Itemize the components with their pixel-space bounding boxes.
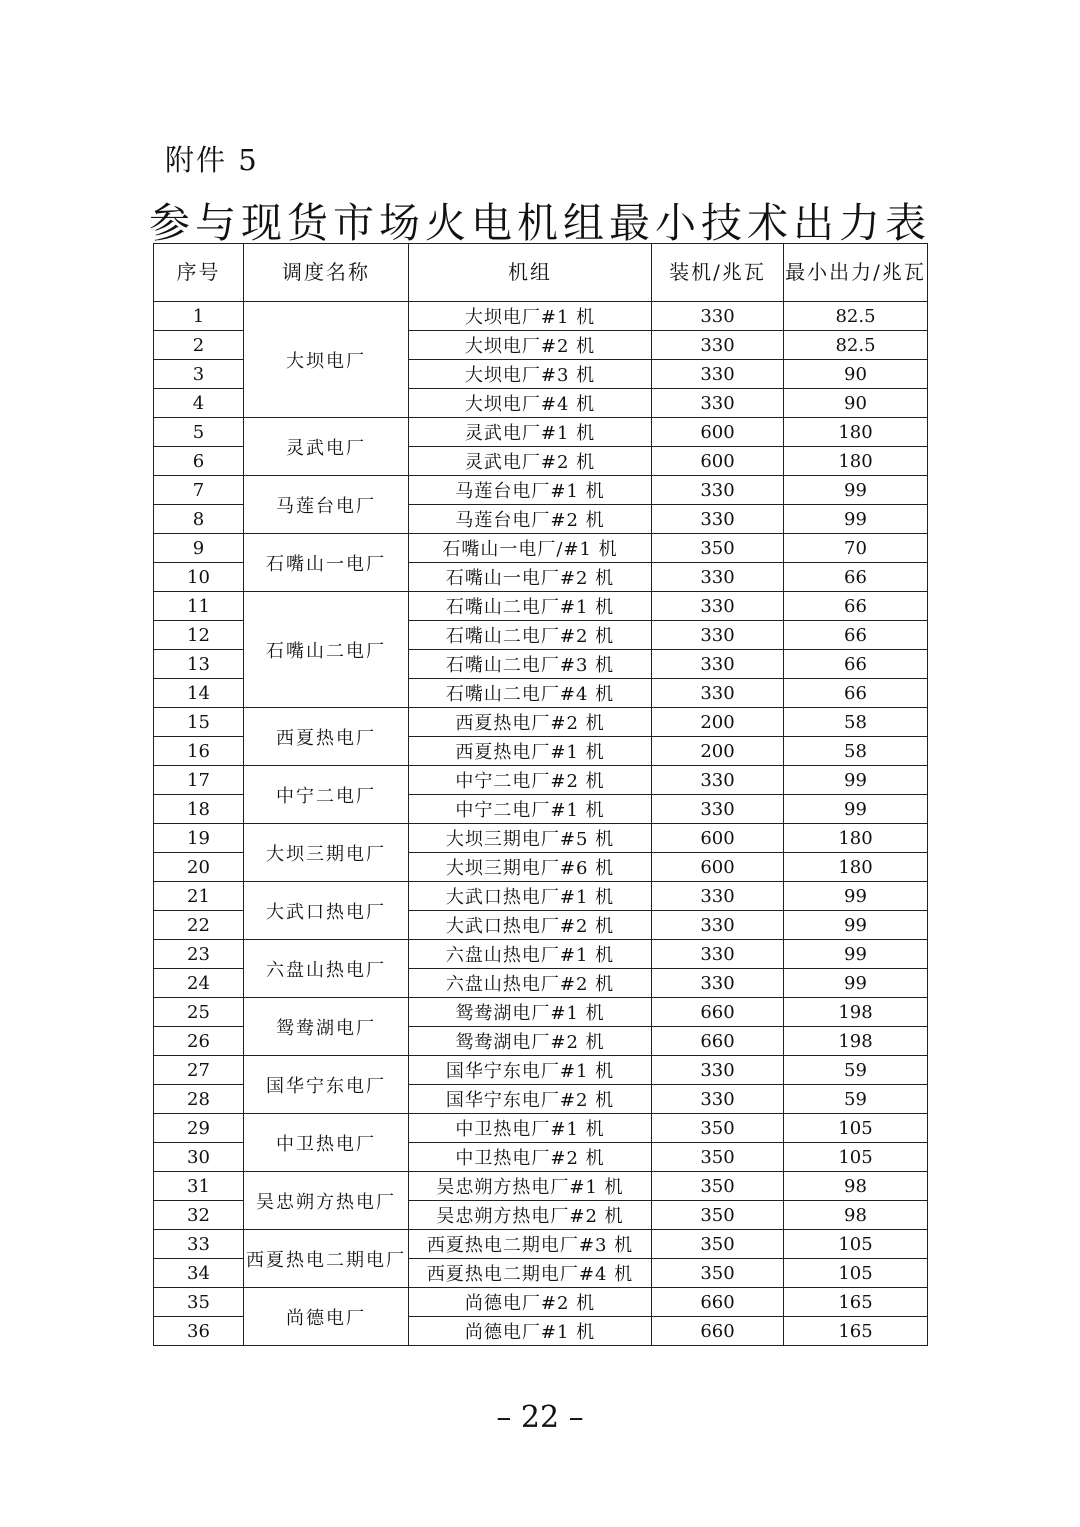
cell-min-output: 180 <box>784 824 928 853</box>
cell-index: 13 <box>154 650 244 679</box>
cell-dispatch-name: 马莲台电厂 <box>244 476 409 534</box>
cell-min-output: 105 <box>784 1143 928 1172</box>
header-min-output: 最小出力/兆瓦 <box>784 244 928 302</box>
table-row <box>154 592 928 621</box>
cell-unit: 西夏热电二期电厂#3 机 <box>409 1230 652 1259</box>
cell-capacity: 330 <box>652 360 784 389</box>
cell-unit: 六盘山热电厂#1 机 <box>409 940 652 969</box>
cell-dispatch-name: 六盘山热电厂 <box>244 940 409 998</box>
cell-capacity: 330 <box>652 911 784 940</box>
table-header-row <box>154 244 928 302</box>
cell-dispatch-name: 吴忠朔方热电厂 <box>244 1172 409 1230</box>
cell-unit: 大坝电厂#2 机 <box>409 331 652 360</box>
cell-min-output: 180 <box>784 418 928 447</box>
cell-unit: 大武口热电厂#1 机 <box>409 882 652 911</box>
cell-min-output: 99 <box>784 505 928 534</box>
cell-dispatch-name: 西夏热电厂 <box>244 708 409 766</box>
table-row <box>154 302 928 331</box>
cell-min-output: 82.5 <box>784 331 928 360</box>
cell-index: 23 <box>154 940 244 969</box>
cell-min-output: 165 <box>784 1317 928 1346</box>
cell-min-output: 180 <box>784 853 928 882</box>
cell-index: 4 <box>154 389 244 418</box>
cell-unit: 吴忠朔方热电厂#1 机 <box>409 1172 652 1201</box>
cell-min-output: 66 <box>784 650 928 679</box>
cell-dispatch-name: 鸳鸯湖电厂 <box>244 998 409 1056</box>
cell-unit: 石嘴山二电厂#1 机 <box>409 592 652 621</box>
cell-capacity: 350 <box>652 1114 784 1143</box>
cell-min-output: 99 <box>784 766 928 795</box>
cell-min-output: 165 <box>784 1288 928 1317</box>
cell-unit: 大武口热电厂#2 机 <box>409 911 652 940</box>
table-row <box>154 940 928 969</box>
cell-unit: 中卫热电厂#1 机 <box>409 1114 652 1143</box>
cell-capacity: 200 <box>652 708 784 737</box>
table-row <box>154 824 928 853</box>
cell-min-output: 58 <box>784 708 928 737</box>
cell-capacity: 350 <box>652 1201 784 1230</box>
cell-capacity: 330 <box>652 476 784 505</box>
cell-min-output: 105 <box>784 1230 928 1259</box>
table-row <box>154 882 928 911</box>
cell-min-output: 58 <box>784 737 928 766</box>
table-row <box>154 708 928 737</box>
cell-dispatch-name: 中宁二电厂 <box>244 766 409 824</box>
cell-unit: 石嘴山一电厂#2 机 <box>409 563 652 592</box>
cell-capacity: 600 <box>652 824 784 853</box>
cell-index: 15 <box>154 708 244 737</box>
cell-dispatch-name: 西夏热电二期电厂 <box>244 1230 409 1288</box>
cell-capacity: 330 <box>652 1085 784 1114</box>
table-row <box>154 998 928 1027</box>
cell-capacity: 660 <box>652 1317 784 1346</box>
cell-index: 35 <box>154 1288 244 1317</box>
cell-min-output: 70 <box>784 534 928 563</box>
cell-index: 21 <box>154 882 244 911</box>
cell-index: 12 <box>154 621 244 650</box>
cell-index: 29 <box>154 1114 244 1143</box>
cell-index: 31 <box>154 1172 244 1201</box>
cell-capacity: 330 <box>652 940 784 969</box>
cell-unit: 中卫热电厂#2 机 <box>409 1143 652 1172</box>
cell-capacity: 330 <box>652 969 784 998</box>
header-capacity: 装机/兆瓦 <box>652 244 784 302</box>
cell-capacity: 330 <box>652 795 784 824</box>
cell-index: 25 <box>154 998 244 1027</box>
cell-min-output: 198 <box>784 998 928 1027</box>
page-number: – 22 – <box>496 1400 584 1435</box>
cell-capacity: 600 <box>652 853 784 882</box>
cell-min-output: 99 <box>784 940 928 969</box>
attachment-label: 附件 5 <box>165 143 259 177</box>
cell-index: 14 <box>154 679 244 708</box>
cell-capacity: 600 <box>652 447 784 476</box>
cell-index: 28 <box>154 1085 244 1114</box>
cell-capacity: 660 <box>652 998 784 1027</box>
cell-index: 24 <box>154 969 244 998</box>
cell-min-output: 99 <box>784 969 928 998</box>
cell-index: 17 <box>154 766 244 795</box>
cell-index: 1 <box>154 302 244 331</box>
cell-unit: 马莲台电厂#2 机 <box>409 505 652 534</box>
cell-capacity: 350 <box>652 1143 784 1172</box>
cell-min-output: 99 <box>784 795 928 824</box>
cell-unit: 石嘴山二电厂#2 机 <box>409 621 652 650</box>
cell-capacity: 330 <box>652 766 784 795</box>
cell-unit: 尚德电厂#2 机 <box>409 1288 652 1317</box>
cell-index: 6 <box>154 447 244 476</box>
cell-index: 32 <box>154 1201 244 1230</box>
cell-min-output: 180 <box>784 447 928 476</box>
table-row <box>154 476 928 505</box>
cell-unit: 大坝三期电厂#5 机 <box>409 824 652 853</box>
cell-index: 36 <box>154 1317 244 1346</box>
cell-unit: 石嘴山一电厂/#1 机 <box>409 534 652 563</box>
cell-min-output: 82.5 <box>784 302 928 331</box>
cell-capacity: 350 <box>652 1172 784 1201</box>
header-unit: 机组 <box>409 244 652 302</box>
cell-index: 16 <box>154 737 244 766</box>
table-row <box>154 1230 928 1259</box>
cell-capacity: 330 <box>652 1056 784 1085</box>
cell-unit: 大坝电厂#4 机 <box>409 389 652 418</box>
cell-unit: 西夏热电厂#1 机 <box>409 737 652 766</box>
cell-min-output: 99 <box>784 476 928 505</box>
cell-index: 10 <box>154 563 244 592</box>
cell-capacity: 660 <box>652 1288 784 1317</box>
cell-unit: 国华宁东电厂#2 机 <box>409 1085 652 1114</box>
cell-dispatch-name: 石嘴山一电厂 <box>244 534 409 592</box>
cell-index: 7 <box>154 476 244 505</box>
table-row <box>154 766 928 795</box>
cell-index: 11 <box>154 592 244 621</box>
cell-capacity: 330 <box>652 592 784 621</box>
cell-min-output: 66 <box>784 621 928 650</box>
cell-dispatch-name: 灵武电厂 <box>244 418 409 476</box>
cell-unit: 六盘山热电厂#2 机 <box>409 969 652 998</box>
cell-unit: 鸳鸯湖电厂#1 机 <box>409 998 652 1027</box>
cell-capacity: 330 <box>652 650 784 679</box>
cell-index: 20 <box>154 853 244 882</box>
cell-capacity: 330 <box>652 389 784 418</box>
cell-index: 33 <box>154 1230 244 1259</box>
cell-dispatch-name: 大坝电厂 <box>244 302 409 418</box>
cell-unit: 中宁二电厂#1 机 <box>409 795 652 824</box>
cell-unit: 中宁二电厂#2 机 <box>409 766 652 795</box>
cell-unit: 灵武电厂#2 机 <box>409 447 652 476</box>
cell-unit: 大坝电厂#3 机 <box>409 360 652 389</box>
cell-min-output: 99 <box>784 911 928 940</box>
header-index: 序号 <box>154 244 244 302</box>
cell-unit: 灵武电厂#1 机 <box>409 418 652 447</box>
cell-index: 19 <box>154 824 244 853</box>
min-output-table <box>153 243 928 1346</box>
cell-capacity: 330 <box>652 679 784 708</box>
table-row <box>154 418 928 447</box>
cell-min-output: 98 <box>784 1201 928 1230</box>
cell-unit: 大坝三期电厂#6 机 <box>409 853 652 882</box>
cell-dispatch-name: 尚德电厂 <box>244 1288 409 1346</box>
cell-index: 27 <box>154 1056 244 1085</box>
cell-min-output: 99 <box>784 882 928 911</box>
cell-unit: 吴忠朔方热电厂#2 机 <box>409 1201 652 1230</box>
cell-unit: 西夏热电二期电厂#4 机 <box>409 1259 652 1288</box>
table-row <box>154 534 928 563</box>
cell-capacity: 330 <box>652 331 784 360</box>
cell-unit: 大坝电厂#1 机 <box>409 302 652 331</box>
cell-min-output: 98 <box>784 1172 928 1201</box>
cell-index: 5 <box>154 418 244 447</box>
cell-index: 30 <box>154 1143 244 1172</box>
cell-unit: 西夏热电厂#2 机 <box>409 708 652 737</box>
cell-min-output: 59 <box>784 1056 928 1085</box>
cell-capacity: 350 <box>652 534 784 563</box>
cell-min-output: 105 <box>784 1114 928 1143</box>
table-row <box>154 1114 928 1143</box>
cell-unit: 石嘴山二电厂#4 机 <box>409 679 652 708</box>
cell-unit: 国华宁东电厂#1 机 <box>409 1056 652 1085</box>
cell-dispatch-name: 中卫热电厂 <box>244 1114 409 1172</box>
cell-min-output: 90 <box>784 389 928 418</box>
table-row <box>154 1056 928 1085</box>
cell-index: 8 <box>154 505 244 534</box>
cell-min-output: 198 <box>784 1027 928 1056</box>
cell-min-output: 90 <box>784 360 928 389</box>
table-row <box>154 1288 928 1317</box>
document-title: 参与现货市场火电机组最小技术出力表 <box>149 199 931 247</box>
cell-unit: 尚德电厂#1 机 <box>409 1317 652 1346</box>
cell-index: 26 <box>154 1027 244 1056</box>
cell-capacity: 660 <box>652 1027 784 1056</box>
cell-capacity: 350 <box>652 1230 784 1259</box>
cell-min-output: 59 <box>784 1085 928 1114</box>
cell-capacity: 330 <box>652 505 784 534</box>
table-body <box>154 302 928 1346</box>
cell-min-output: 66 <box>784 563 928 592</box>
cell-dispatch-name: 国华宁东电厂 <box>244 1056 409 1114</box>
cell-index: 22 <box>154 911 244 940</box>
cell-index: 9 <box>154 534 244 563</box>
header-dispatch-name: 调度名称 <box>244 244 409 302</box>
table-row <box>154 1172 928 1201</box>
cell-index: 34 <box>154 1259 244 1288</box>
cell-capacity: 600 <box>652 418 784 447</box>
cell-dispatch-name: 大武口热电厂 <box>244 882 409 940</box>
cell-unit: 马莲台电厂#1 机 <box>409 476 652 505</box>
cell-dispatch-name: 大坝三期电厂 <box>244 824 409 882</box>
cell-min-output: 105 <box>784 1259 928 1288</box>
cell-index: 18 <box>154 795 244 824</box>
cell-min-output: 66 <box>784 592 928 621</box>
cell-index: 2 <box>154 331 244 360</box>
cell-unit: 石嘴山二电厂#3 机 <box>409 650 652 679</box>
cell-unit: 鸳鸯湖电厂#2 机 <box>409 1027 652 1056</box>
cell-capacity: 330 <box>652 563 784 592</box>
cell-index: 3 <box>154 360 244 389</box>
cell-capacity: 330 <box>652 621 784 650</box>
cell-capacity: 330 <box>652 302 784 331</box>
cell-min-output: 66 <box>784 679 928 708</box>
cell-dispatch-name: 石嘴山二电厂 <box>244 592 409 708</box>
cell-capacity: 200 <box>652 737 784 766</box>
cell-capacity: 350 <box>652 1259 784 1288</box>
cell-capacity: 330 <box>652 882 784 911</box>
